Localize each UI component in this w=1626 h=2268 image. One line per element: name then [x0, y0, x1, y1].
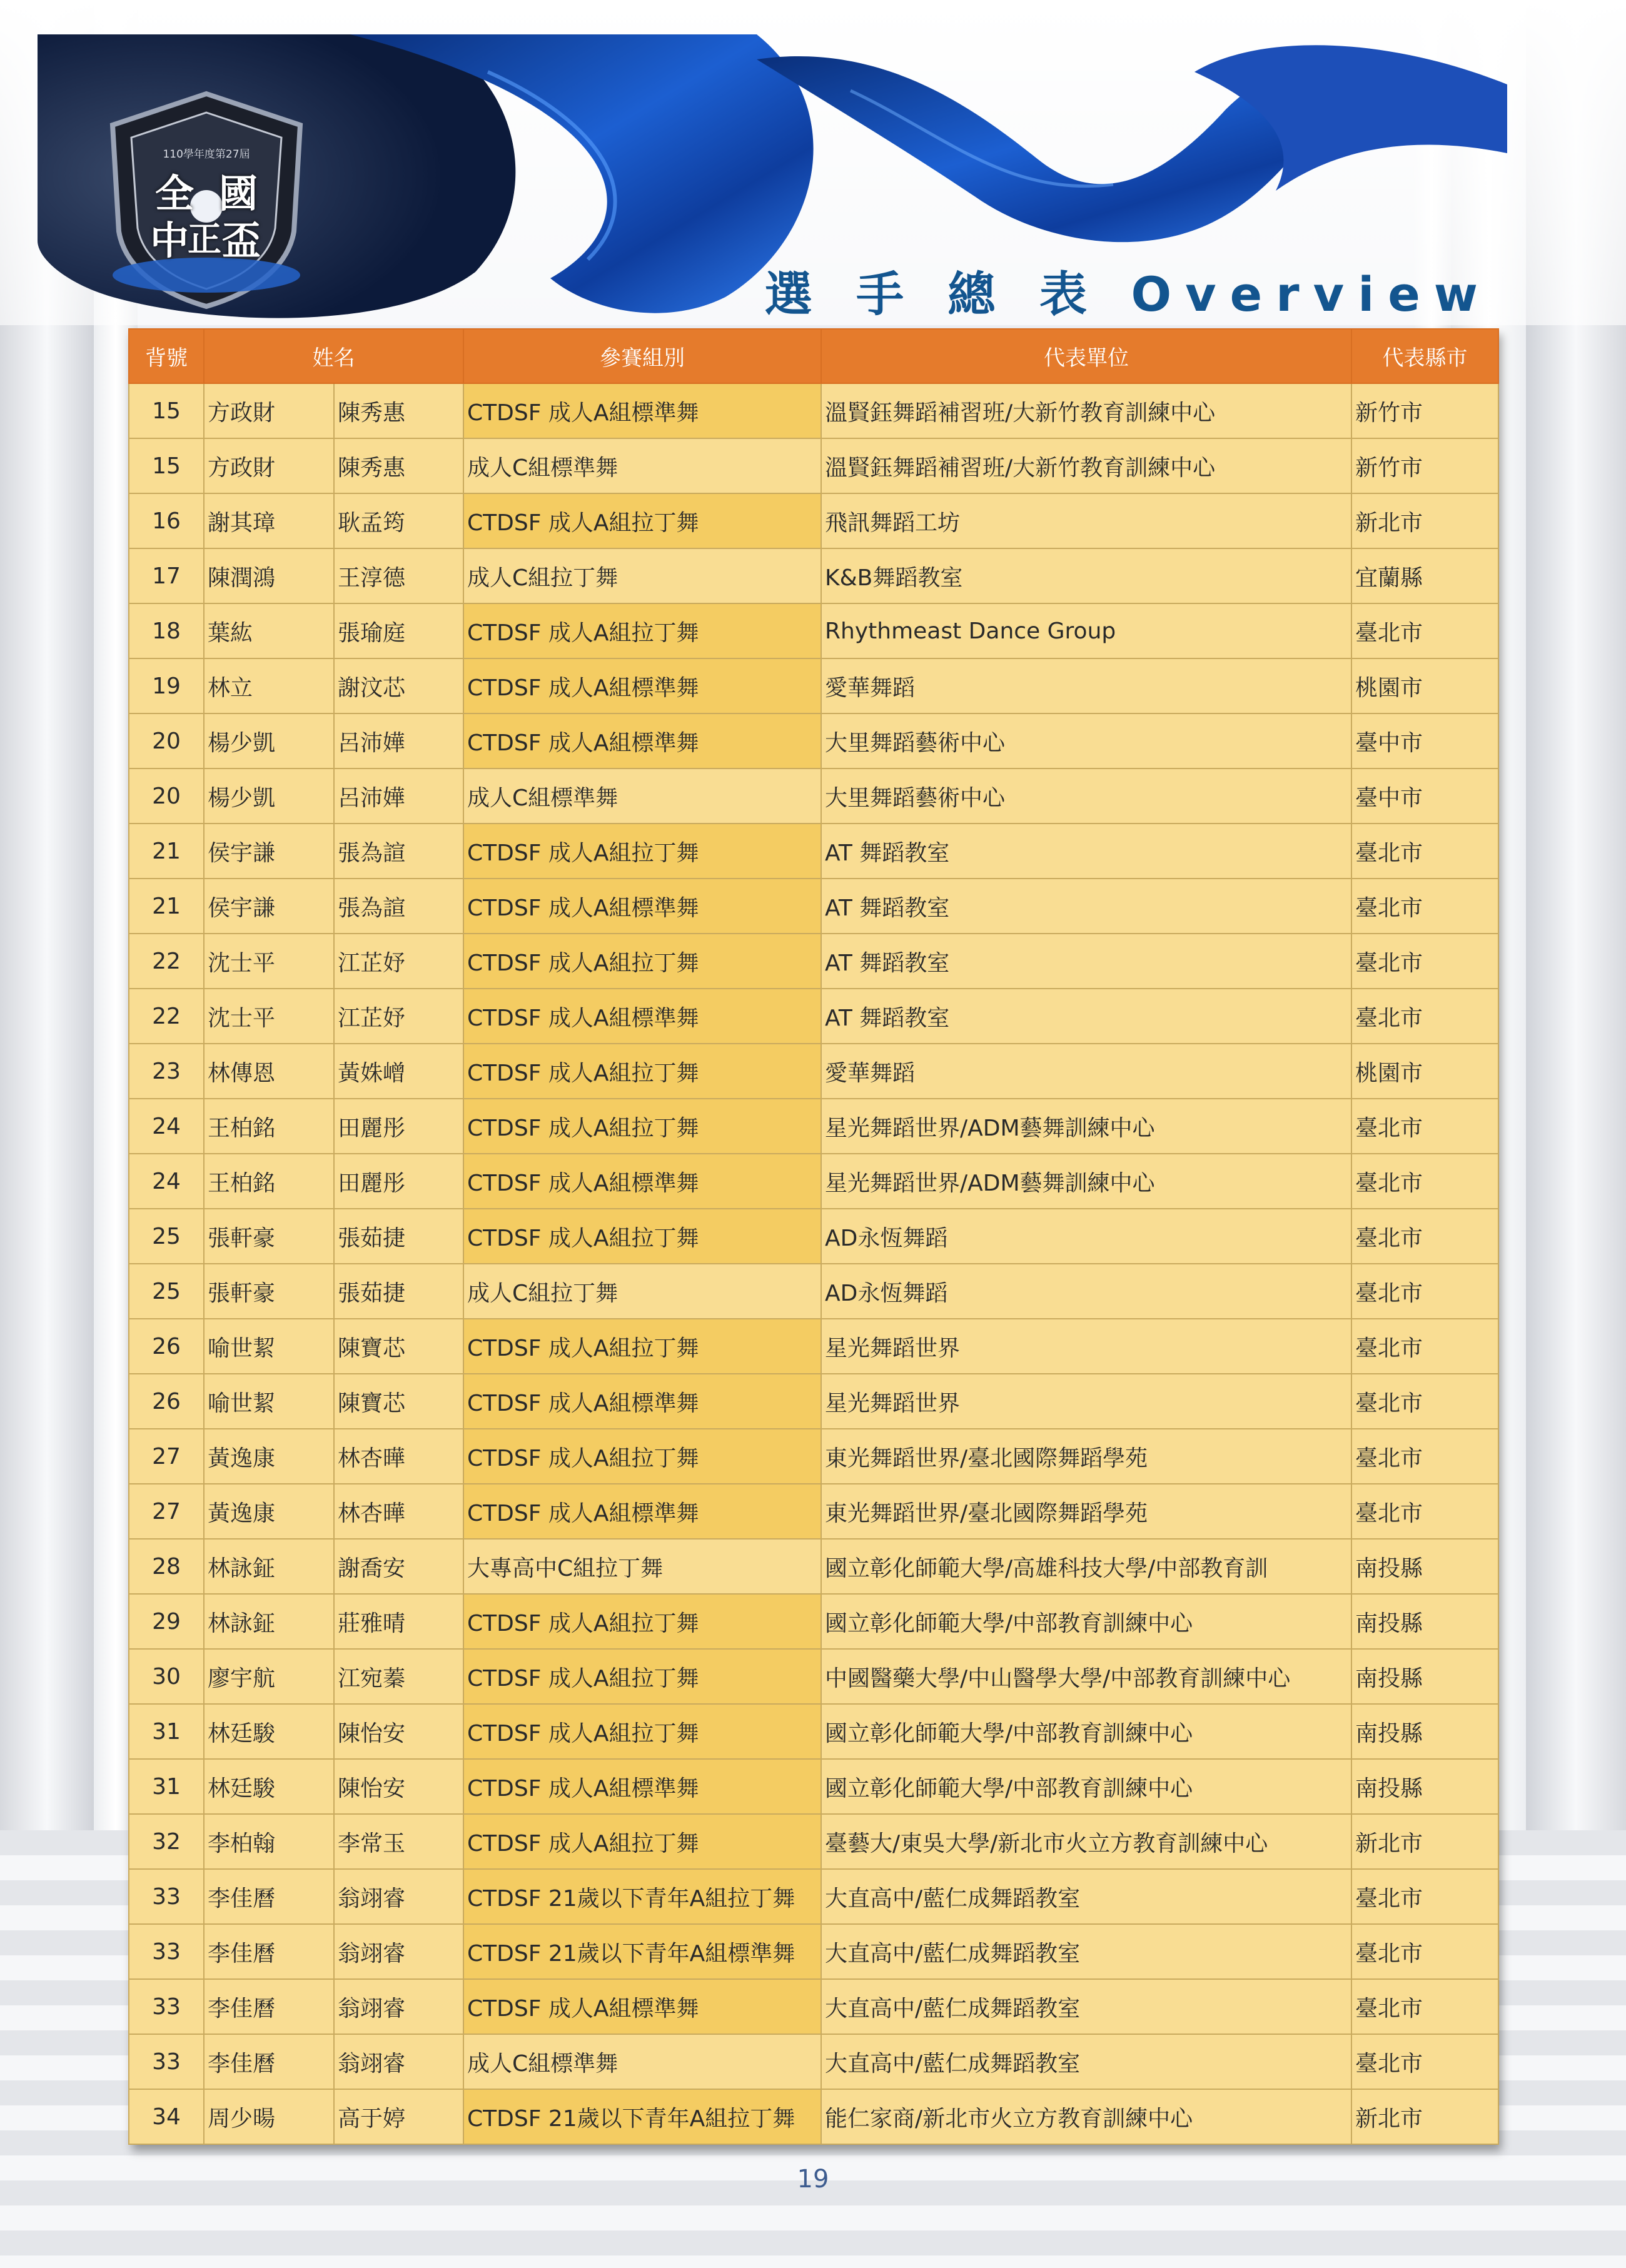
unit-cell: 中國醫藥大學/中山醫學大學/中部教育訓練中心	[821, 1649, 1351, 1704]
male-name-cell: 方政財	[204, 438, 334, 493]
bib-number-cell: 28	[129, 1539, 204, 1594]
female-name-cell: 陳秀惠	[334, 383, 463, 438]
bib-number-cell: 26	[129, 1319, 204, 1374]
group-cell: CTDSF 成人A組標準舞	[463, 383, 821, 438]
city-cell: 新竹市	[1351, 383, 1498, 438]
bib-number-cell: 20	[129, 769, 204, 824]
city-cell: 臺北市	[1351, 1979, 1498, 2034]
unit-cell: 星光舞蹈世界	[821, 1374, 1351, 1429]
logo-glyph: 國	[219, 171, 258, 216]
male-name-cell: 沈士平	[204, 989, 334, 1044]
unit-cell: AT 舞蹈教室	[821, 879, 1351, 934]
bib-number-cell: 22	[129, 989, 204, 1044]
bib-number-cell: 21	[129, 824, 204, 879]
city-cell: 臺北市	[1351, 879, 1498, 934]
unit-cell: 東光舞蹈世界/臺北國際舞蹈學苑	[821, 1484, 1351, 1539]
bib-number-cell: 21	[129, 879, 204, 934]
unit-cell: K&B舞蹈教室	[821, 548, 1351, 603]
female-name-cell: 陳秀惠	[334, 438, 463, 493]
female-name-cell: 田麗彤	[334, 1099, 463, 1154]
male-name-cell: 張軒豪	[204, 1209, 334, 1264]
female-name-cell: 江芷妤	[334, 934, 463, 989]
logo-year-text: 110學年度第27屆	[163, 148, 250, 161]
city-cell: 桃園市	[1351, 1044, 1498, 1099]
unit-cell: 愛華舞蹈	[821, 658, 1351, 713]
male-name-cell: 周少暘	[204, 2089, 334, 2144]
group-cell: CTDSF 成人A組拉丁舞	[463, 1704, 821, 1759]
city-cell: 臺北市	[1351, 603, 1498, 658]
group-cell: CTDSF 成人A組拉丁舞	[463, 1429, 821, 1484]
city-cell: 臺北市	[1351, 1209, 1498, 1264]
male-name-cell: 楊少凱	[204, 769, 334, 824]
female-name-cell: 張為諠	[334, 824, 463, 879]
unit-cell: 星光舞蹈世界/ADM藝舞訓練中心	[821, 1154, 1351, 1209]
male-name-cell: 王柏銘	[204, 1099, 334, 1154]
table-row	[129, 1484, 1498, 1539]
city-cell: 臺北市	[1351, 989, 1498, 1044]
unit-cell: 大直高中/藍仁成舞蹈教室	[821, 2034, 1351, 2089]
table-row	[129, 1209, 1498, 1264]
unit-cell: 大直高中/藍仁成舞蹈教室	[821, 1869, 1351, 1924]
table-row	[129, 493, 1498, 548]
male-name-cell: 林傳恩	[204, 1044, 334, 1099]
logo-glyph: 盃	[222, 218, 261, 263]
logo-glyph: 全	[155, 171, 194, 216]
city-cell: 南投縣	[1351, 1759, 1498, 1814]
female-name-cell: 陳怡安	[334, 1759, 463, 1814]
group-cell: CTDSF 成人A組標準舞	[463, 879, 821, 934]
header-unit: 代表單位	[821, 329, 1351, 383]
female-name-cell: 江芷妤	[334, 989, 463, 1044]
male-name-cell: 林廷駿	[204, 1704, 334, 1759]
female-name-cell: 翁翊睿	[334, 1924, 463, 1979]
unit-cell: Rhythmeast Dance Group	[821, 603, 1351, 658]
table-row	[129, 1594, 1498, 1649]
female-name-cell: 翁翊睿	[334, 1869, 463, 1924]
group-cell: CTDSF 成人A組拉丁舞	[463, 493, 821, 548]
female-name-cell: 王淳德	[334, 548, 463, 603]
unit-cell: 能仁家商/新北市火立方教育訓練中心	[821, 2089, 1351, 2144]
bib-number-cell: 32	[129, 1814, 204, 1869]
city-cell: 臺北市	[1351, 1264, 1498, 1319]
unit-cell: 大直高中/藍仁成舞蹈教室	[821, 1924, 1351, 1979]
bib-number-cell: 15	[129, 438, 204, 493]
table-row	[129, 1539, 1498, 1594]
male-name-cell: 林詠鉦	[204, 1539, 334, 1594]
group-cell: CTDSF 成人A組標準舞	[463, 1759, 821, 1814]
city-cell: 臺北市	[1351, 1484, 1498, 1539]
bib-number-cell: 24	[129, 1099, 204, 1154]
bib-number-cell: 19	[129, 658, 204, 713]
city-cell: 臺北市	[1351, 1154, 1498, 1209]
unit-cell: 國立彰化師範大學/中部教育訓練中心	[821, 1594, 1351, 1649]
male-name-cell: 喻世絜	[204, 1374, 334, 1429]
bib-number-cell: 24	[129, 1154, 204, 1209]
male-name-cell: 黃逸康	[204, 1484, 334, 1539]
bib-number-cell: 31	[129, 1704, 204, 1759]
unit-cell: 國立彰化師範大學/中部教育訓練中心	[821, 1759, 1351, 1814]
group-cell: CTDSF 成人A組拉丁舞	[463, 1099, 821, 1154]
table-row	[129, 1924, 1498, 1979]
male-name-cell: 林廷駿	[204, 1759, 334, 1814]
male-name-cell: 王柏銘	[204, 1154, 334, 1209]
group-cell: 成人C組拉丁舞	[463, 1264, 821, 1319]
male-name-cell: 黃逸康	[204, 1429, 334, 1484]
city-cell: 宜蘭縣	[1351, 548, 1498, 603]
male-name-cell: 李佳曆	[204, 1869, 334, 1924]
group-cell: CTDSF 21歲以下青年A組拉丁舞	[463, 2089, 821, 2144]
male-name-cell: 侯宇謙	[204, 824, 334, 879]
page-title: 選 手 總 表 Overview	[764, 266, 1492, 322]
city-cell: 南投縣	[1351, 1704, 1498, 1759]
female-name-cell: 謝汶芯	[334, 658, 463, 713]
bib-number-cell: 20	[129, 713, 204, 769]
bib-number-cell: 29	[129, 1594, 204, 1649]
male-name-cell: 張軒豪	[204, 1264, 334, 1319]
logo-glyph: 中	[150, 218, 189, 263]
unit-cell: 星光舞蹈世界/ADM藝舞訓練中心	[821, 1099, 1351, 1154]
group-cell: CTDSF 成人A組拉丁舞	[463, 1209, 821, 1264]
unit-cell: 星光舞蹈世界	[821, 1319, 1351, 1374]
male-name-cell: 楊少凱	[204, 713, 334, 769]
city-cell: 南投縣	[1351, 1594, 1498, 1649]
group-cell: CTDSF 成人A組拉丁舞	[463, 603, 821, 658]
event-logo	[88, 88, 325, 313]
unit-cell: 國立彰化師範大學/高雄科技大學/中部教育訓	[821, 1539, 1351, 1594]
unit-cell: AT 舞蹈教室	[821, 934, 1351, 989]
group-cell: CTDSF 成人A組標準舞	[463, 658, 821, 713]
header-group: 參賽組別	[463, 329, 821, 383]
unit-cell: 愛華舞蹈	[821, 1044, 1351, 1099]
table-row	[129, 879, 1498, 934]
header-number: 背號	[129, 329, 204, 383]
unit-cell: 溫賢鈺舞蹈補習班/大新竹教育訓練中心	[821, 383, 1351, 438]
city-cell: 臺中市	[1351, 713, 1498, 769]
unit-cell: 大直高中/藍仁成舞蹈教室	[821, 1979, 1351, 2034]
male-name-cell: 侯宇謙	[204, 879, 334, 934]
bib-number-cell: 22	[129, 934, 204, 989]
group-cell: CTDSF 成人A組拉丁舞	[463, 1319, 821, 1374]
female-name-cell: 李常玉	[334, 1814, 463, 1869]
table-header-row	[129, 329, 1498, 383]
bib-number-cell: 34	[129, 2089, 204, 2144]
table-row	[129, 989, 1498, 1044]
table-row	[129, 1154, 1498, 1209]
male-name-cell: 沈士平	[204, 934, 334, 989]
female-name-cell: 張茹捷	[334, 1209, 463, 1264]
table-row	[129, 438, 1498, 493]
female-name-cell: 謝喬安	[334, 1539, 463, 1594]
table-row	[129, 1099, 1498, 1154]
bib-number-cell: 27	[129, 1484, 204, 1539]
group-cell: CTDSF 成人A組標準舞	[463, 1374, 821, 1429]
unit-cell: 東光舞蹈世界/臺北國際舞蹈學苑	[821, 1429, 1351, 1484]
table-row	[129, 1759, 1498, 1814]
logo-glyph: 正	[188, 219, 221, 259]
table-row	[129, 2034, 1498, 2089]
bib-number-cell: 31	[129, 1759, 204, 1814]
female-name-cell: 陳寶芯	[334, 1319, 463, 1374]
female-name-cell: 陳怡安	[334, 1704, 463, 1759]
bib-number-cell: 18	[129, 603, 204, 658]
female-name-cell: 陳寶芯	[334, 1374, 463, 1429]
city-cell: 臺北市	[1351, 1099, 1498, 1154]
bib-number-cell: 25	[129, 1209, 204, 1264]
male-name-cell: 方政財	[204, 383, 334, 438]
city-cell: 臺北市	[1351, 1869, 1498, 1924]
group-cell: 成人C組標準舞	[463, 769, 821, 824]
table-row	[129, 1374, 1498, 1429]
unit-cell: AD永恆舞蹈	[821, 1264, 1351, 1319]
group-cell: CTDSF 成人A組拉丁舞	[463, 934, 821, 989]
table-row	[129, 383, 1498, 438]
city-cell: 臺北市	[1351, 824, 1498, 879]
unit-cell: 飛訊舞蹈工坊	[821, 493, 1351, 548]
header-name: 姓名	[204, 329, 463, 383]
female-name-cell: 耿孟筠	[334, 493, 463, 548]
bib-number-cell: 17	[129, 548, 204, 603]
table-row	[129, 1044, 1498, 1099]
unit-cell: 大里舞蹈藝術中心	[821, 713, 1351, 769]
group-cell: CTDSF 成人A組拉丁舞	[463, 1814, 821, 1869]
bib-number-cell: 16	[129, 493, 204, 548]
group-cell: 大專高中C組拉丁舞	[463, 1539, 821, 1594]
group-cell: CTDSF 21歲以下青年A組拉丁舞	[463, 1869, 821, 1924]
table-row	[129, 603, 1498, 658]
unit-cell: 溫賢鈺舞蹈補習班/大新竹教育訓練中心	[821, 438, 1351, 493]
city-cell: 臺北市	[1351, 1374, 1498, 1429]
unit-cell: 國立彰化師範大學/中部教育訓練中心	[821, 1704, 1351, 1759]
group-cell: CTDSF 成人A組標準舞	[463, 1154, 821, 1209]
group-cell: CTDSF 成人A組拉丁舞	[463, 1649, 821, 1704]
female-name-cell: 張為諠	[334, 879, 463, 934]
male-name-cell: 喻世絜	[204, 1319, 334, 1374]
unit-cell: AD永恆舞蹈	[821, 1209, 1351, 1264]
player-table	[128, 328, 1498, 2145]
city-cell: 新北市	[1351, 1814, 1498, 1869]
page-number: 19	[797, 2165, 829, 2194]
female-name-cell: 翁翊睿	[334, 2034, 463, 2089]
bib-number-cell: 33	[129, 1979, 204, 2034]
group-cell: CTDSF 成人A組標準舞	[463, 989, 821, 1044]
table-row	[129, 1869, 1498, 1924]
male-name-cell: 陳潤鴻	[204, 548, 334, 603]
city-cell: 新北市	[1351, 493, 1498, 548]
city-cell: 南投縣	[1351, 1539, 1498, 1594]
table-row	[129, 1649, 1498, 1704]
unit-cell: 大里舞蹈藝術中心	[821, 769, 1351, 824]
female-name-cell: 林杏曄	[334, 1484, 463, 1539]
group-cell: 成人C組標準舞	[463, 2034, 821, 2089]
city-cell: 臺北市	[1351, 934, 1498, 989]
bib-number-cell: 30	[129, 1649, 204, 1704]
male-name-cell: 謝其璋	[204, 493, 334, 548]
city-cell: 臺北市	[1351, 1319, 1498, 1374]
group-cell: 成人C組標準舞	[463, 438, 821, 493]
group-cell: CTDSF 成人A組標準舞	[463, 1979, 821, 2034]
city-cell: 新竹市	[1351, 438, 1498, 493]
table-row	[129, 824, 1498, 879]
table-row	[129, 1979, 1498, 2034]
header-city: 代表縣市	[1351, 329, 1498, 383]
group-cell: CTDSF 成人A組拉丁舞	[463, 1044, 821, 1099]
male-name-cell: 林詠鉦	[204, 1594, 334, 1649]
female-name-cell: 張瑜庭	[334, 603, 463, 658]
group-cell: CTDSF 成人A組標準舞	[463, 713, 821, 769]
bib-number-cell: 25	[129, 1264, 204, 1319]
table-row	[129, 548, 1498, 603]
female-name-cell: 高于婷	[334, 2089, 463, 2144]
unit-cell: AT 舞蹈教室	[821, 989, 1351, 1044]
city-cell: 臺北市	[1351, 1924, 1498, 1979]
male-name-cell: 李佳曆	[204, 1924, 334, 1979]
bib-number-cell: 33	[129, 1869, 204, 1924]
group-cell: CTDSF 成人A組拉丁舞	[463, 824, 821, 879]
table-row	[129, 769, 1498, 824]
table-row	[129, 934, 1498, 989]
city-cell: 臺北市	[1351, 2034, 1498, 2089]
bib-number-cell: 33	[129, 2034, 204, 2089]
table-row	[129, 1319, 1498, 1374]
male-name-cell: 林立	[204, 658, 334, 713]
city-cell: 新北市	[1351, 2089, 1498, 2144]
female-name-cell: 呂沛嬅	[334, 713, 463, 769]
male-name-cell: 李佳曆	[204, 1979, 334, 2034]
female-name-cell: 田麗彤	[334, 1154, 463, 1209]
city-cell: 南投縣	[1351, 1649, 1498, 1704]
bib-number-cell: 15	[129, 383, 204, 438]
table-row	[129, 2089, 1498, 2144]
city-cell: 臺中市	[1351, 769, 1498, 824]
table-row	[129, 1704, 1498, 1759]
male-name-cell: 廖宇航	[204, 1649, 334, 1704]
table-row	[129, 713, 1498, 769]
female-name-cell: 翁翊睿	[334, 1979, 463, 2034]
table-row	[129, 1814, 1498, 1869]
female-name-cell: 呂沛嬅	[334, 769, 463, 824]
male-name-cell: 李佳曆	[204, 2034, 334, 2089]
table-row	[129, 1264, 1498, 1319]
bib-number-cell: 26	[129, 1374, 204, 1429]
group-cell: CTDSF 21歲以下青年A組標準舞	[463, 1924, 821, 1979]
table-row	[129, 658, 1498, 713]
table-row	[129, 1429, 1498, 1484]
male-name-cell: 葉紘	[204, 603, 334, 658]
bib-number-cell: 33	[129, 1924, 204, 1979]
bib-number-cell: 27	[129, 1429, 204, 1484]
group-cell: CTDSF 成人A組標準舞	[463, 1484, 821, 1539]
female-name-cell: 江宛蓁	[334, 1649, 463, 1704]
female-name-cell: 莊雅晴	[334, 1594, 463, 1649]
group-cell: 成人C組拉丁舞	[463, 548, 821, 603]
city-cell: 臺北市	[1351, 1429, 1498, 1484]
female-name-cell: 林杏曄	[334, 1429, 463, 1484]
male-name-cell: 李柏翰	[204, 1814, 334, 1869]
group-cell: CTDSF 成人A組拉丁舞	[463, 1594, 821, 1649]
unit-cell: AT 舞蹈教室	[821, 824, 1351, 879]
city-cell: 桃園市	[1351, 658, 1498, 713]
unit-cell: 臺藝大/東吳大學/新北市火立方教育訓練中心	[821, 1814, 1351, 1869]
female-name-cell: 黃姝嶒	[334, 1044, 463, 1099]
bib-number-cell: 23	[129, 1044, 204, 1099]
female-name-cell: 張茹捷	[334, 1264, 463, 1319]
